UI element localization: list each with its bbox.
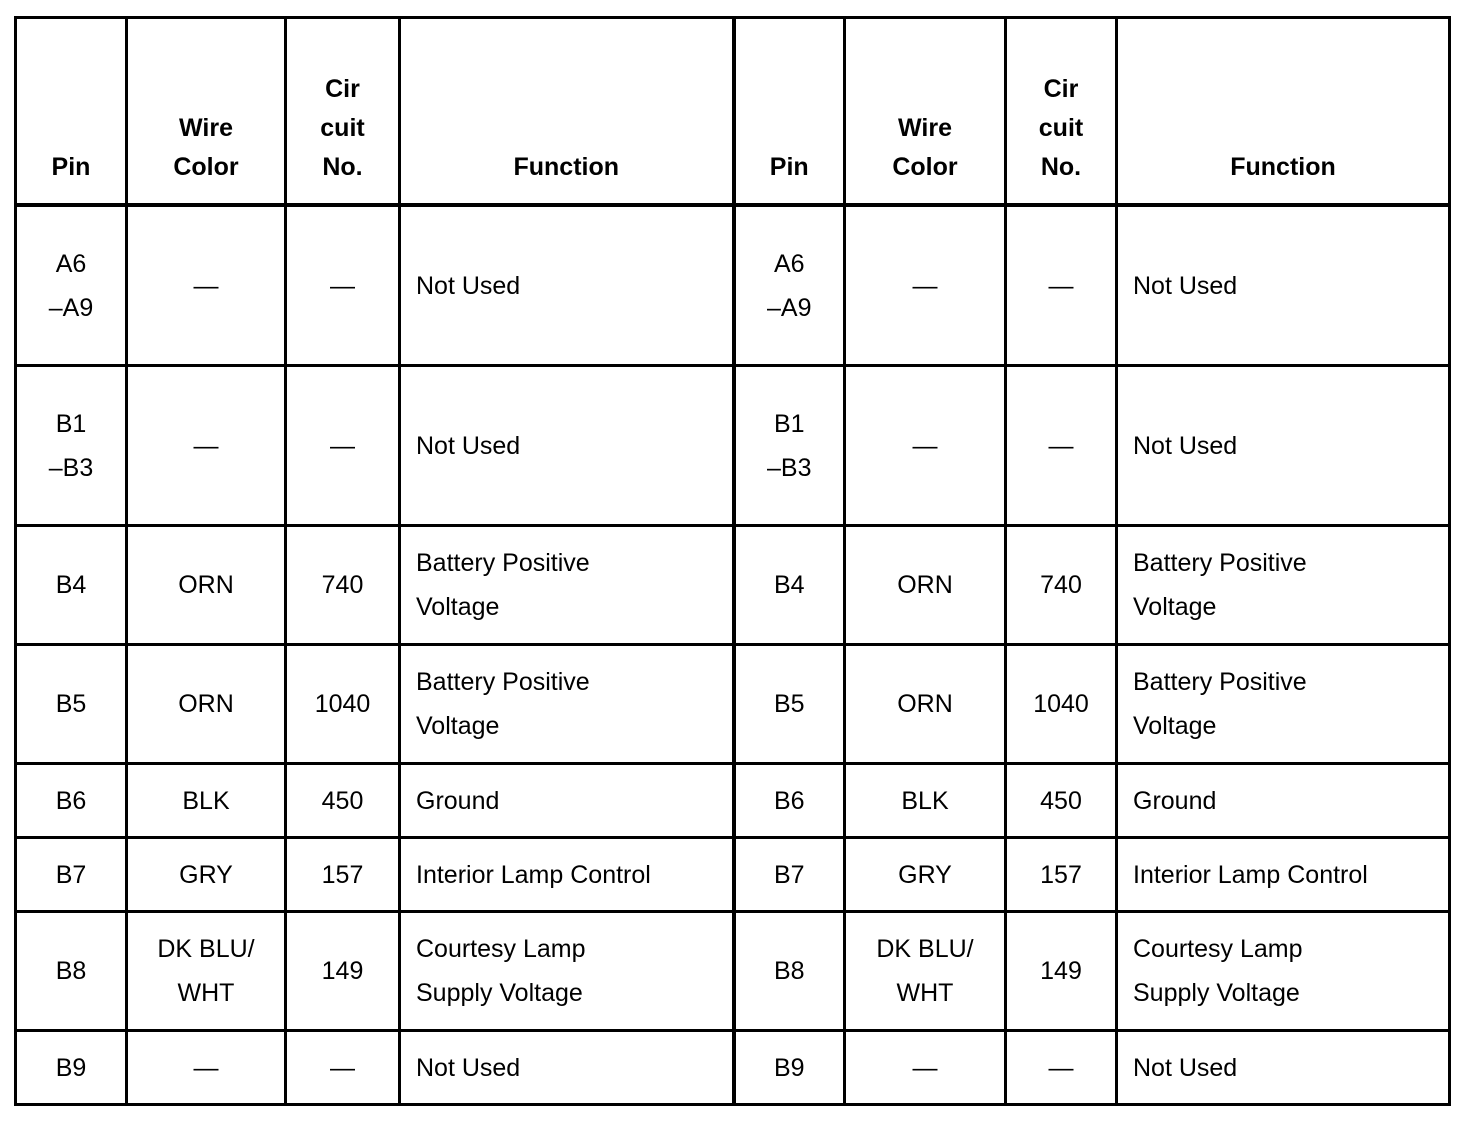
pin-cell: A6 –A9 — [734, 205, 845, 366]
function-cell: Not Used — [400, 205, 734, 366]
table-row — [16, 1031, 1450, 1105]
wire-color-cell: DK BLU/ WHT — [127, 912, 286, 1031]
circuit-no-cell: 740 — [286, 526, 400, 645]
header-wire-color: Wire Color — [845, 18, 1006, 206]
header-row — [16, 18, 1450, 206]
header-pin: Pin — [16, 18, 127, 206]
header-circuit-no: Cir cuit No. — [1006, 18, 1117, 206]
function-cell: Battery Positive Voltage — [400, 526, 734, 645]
pin-cell: B8 — [16, 912, 127, 1031]
pin-cell: B6 — [734, 764, 845, 838]
circuit-no-cell: 1040 — [1006, 645, 1117, 764]
circuit-no-cell: 157 — [286, 838, 400, 912]
pin-cell: B8 — [734, 912, 845, 1031]
wire-color-cell: — — [127, 366, 286, 526]
function-cell: Courtesy Lamp Supply Voltage — [1117, 912, 1450, 1031]
wire-color-cell: ORN — [845, 645, 1006, 764]
header-pin: Pin — [734, 18, 845, 206]
circuit-no-cell: 149 — [286, 912, 400, 1031]
function-cell: Not Used — [1117, 205, 1450, 366]
header-function: Function — [400, 18, 734, 206]
table-row — [16, 205, 1450, 366]
wire-color-cell: GRY — [845, 838, 1006, 912]
wire-color-cell: — — [845, 366, 1006, 526]
wire-color-cell: BLK — [845, 764, 1006, 838]
wire-color-cell: BLK — [127, 764, 286, 838]
wire-color-cell: ORN — [127, 526, 286, 645]
circuit-no-cell: — — [286, 1031, 400, 1105]
circuit-no-cell: — — [286, 366, 400, 526]
header-wire-color: Wire Color — [127, 18, 286, 206]
pin-cell: B9 — [734, 1031, 845, 1105]
wire-color-cell: ORN — [127, 645, 286, 764]
function-cell: Not Used — [400, 366, 734, 526]
pin-cell: B4 — [734, 526, 845, 645]
pin-cell: B7 — [16, 838, 127, 912]
function-cell: Interior Lamp Control — [400, 838, 734, 912]
wire-color-cell: — — [845, 1031, 1006, 1105]
table-row — [16, 645, 1450, 764]
function-cell: Not Used — [400, 1031, 734, 1105]
table-row — [16, 912, 1450, 1031]
connector-pinout-table — [14, 16, 1451, 1106]
wire-color-cell: ORN — [845, 526, 1006, 645]
header-function: Function — [1117, 18, 1450, 206]
header-circuit-no: Cir cuit No. — [286, 18, 400, 206]
wire-color-cell: DK BLU/ WHT — [845, 912, 1006, 1031]
pin-cell: A6 –A9 — [16, 205, 127, 366]
circuit-no-cell: — — [1006, 366, 1117, 526]
pin-cell: B6 — [16, 764, 127, 838]
circuit-no-cell: 740 — [1006, 526, 1117, 645]
wire-color-cell: GRY — [127, 838, 286, 912]
wire-color-cell: — — [127, 1031, 286, 1105]
function-cell: Ground — [400, 764, 734, 838]
table-row — [16, 838, 1450, 912]
pin-cell: B4 — [16, 526, 127, 645]
function-cell: Battery Positive Voltage — [1117, 526, 1450, 645]
table-row — [16, 764, 1450, 838]
pin-cell: B9 — [16, 1031, 127, 1105]
table-row — [16, 526, 1450, 645]
circuit-no-cell: — — [286, 205, 400, 366]
wire-color-cell: — — [127, 205, 286, 366]
pin-cell: B5 — [16, 645, 127, 764]
circuit-no-cell: 157 — [1006, 838, 1117, 912]
table-body — [16, 205, 1450, 1105]
function-cell: Battery Positive Voltage — [1117, 645, 1450, 764]
circuit-no-cell: 149 — [1006, 912, 1117, 1031]
function-cell: Interior Lamp Control — [1117, 838, 1450, 912]
circuit-no-cell: 1040 — [286, 645, 400, 764]
pin-cell: B1 –B3 — [734, 366, 845, 526]
circuit-no-cell: — — [1006, 1031, 1117, 1105]
circuit-no-cell: 450 — [286, 764, 400, 838]
function-cell: Battery Positive Voltage — [400, 645, 734, 764]
circuit-no-cell: 450 — [1006, 764, 1117, 838]
pin-cell: B7 — [734, 838, 845, 912]
wire-color-cell: — — [845, 205, 1006, 366]
function-cell: Not Used — [1117, 1031, 1450, 1105]
function-cell: Not Used — [1117, 366, 1450, 526]
pin-cell: B1 –B3 — [16, 366, 127, 526]
pin-cell: B5 — [734, 645, 845, 764]
function-cell: Courtesy Lamp Supply Voltage — [400, 912, 734, 1031]
table-row — [16, 366, 1450, 526]
circuit-no-cell: — — [1006, 205, 1117, 366]
function-cell: Ground — [1117, 764, 1450, 838]
